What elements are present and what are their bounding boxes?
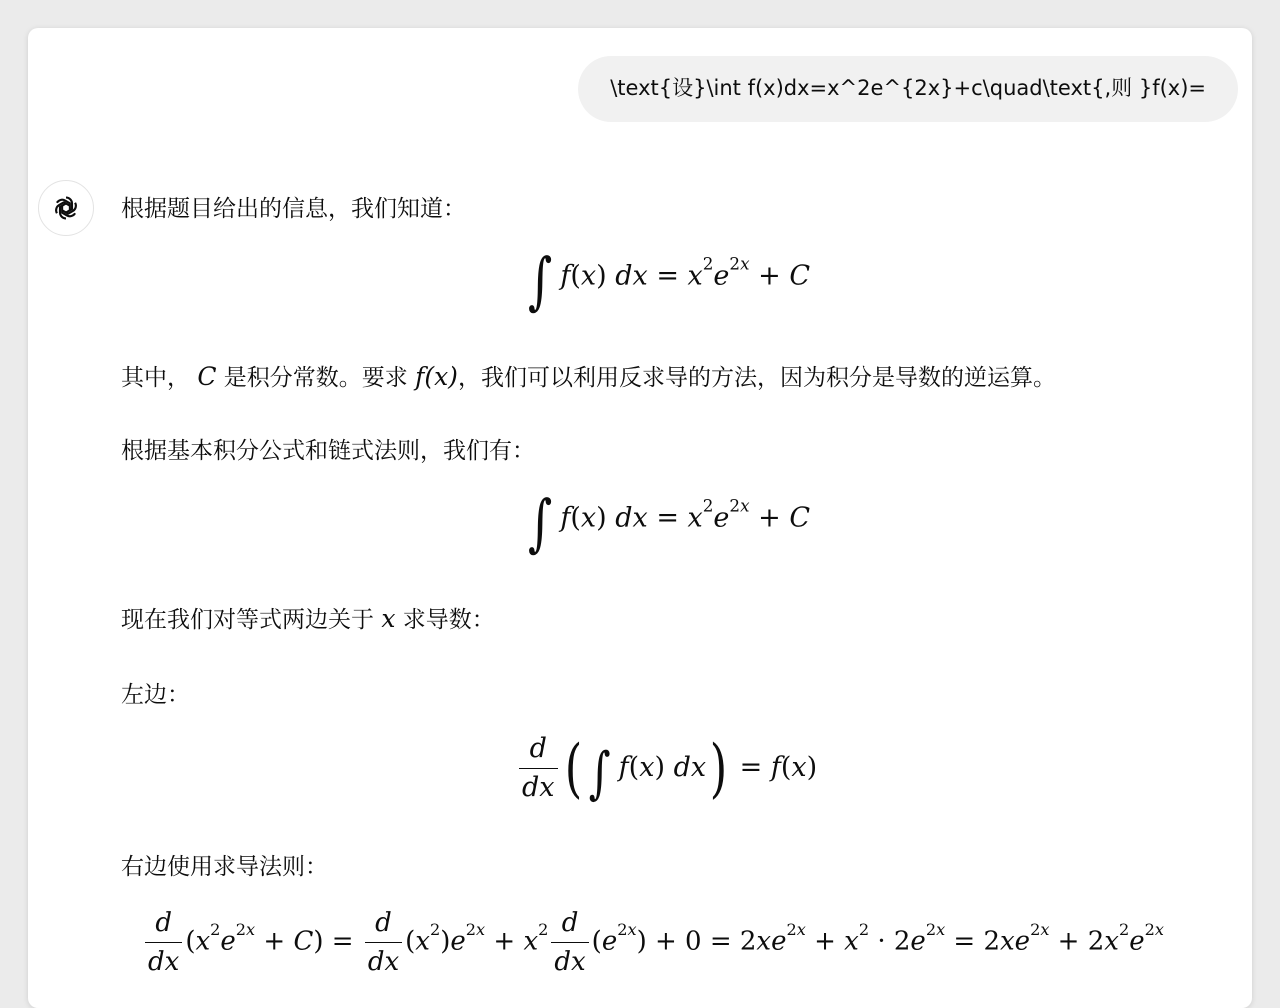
equation-integral-2: ∫ f(x) dx = $x^2e^{2x} + C$ bbox=[528, 486, 810, 559]
openai-logo-icon bbox=[51, 193, 81, 223]
user-message-text: \text{设}\int f(x)dx=x^2e^{2x}+c\quad\text{,则 }f(x)= bbox=[610, 76, 1206, 100]
chat-panel bbox=[28, 28, 1252, 1008]
equation-derivative-right: $\frac{d}{dx}$ $(x^2e^{2x} + C)$ = $\frac{d}{dx}$ $(x^2)e^{2x} + x^2$ $\frac{d}{dx}$ $(e^{2x}) + 0 = 2xe^{2x} + x^2 \cdot 2e^{2x} = 2xe^{2x} + 2x^2e^{2x}$ bbox=[142, 906, 1164, 979]
assistant-avatar bbox=[38, 180, 94, 236]
answer-paragraph-6: 右边使用求导法则： bbox=[121, 854, 328, 880]
equation-derivative-left: $\frac{d}{dx}$ ( ∫ f(x) dx) = f(x) bbox=[516, 732, 817, 806]
answer-paragraph-2: 其中， C 是积分常数。要求 f(x)，我们可以利用反求导的方法，因为积分是导数的逆运算。 bbox=[121, 362, 1056, 391]
answer-paragraph-3: 根据基本积分公式和链式法则，我们有： bbox=[121, 438, 535, 464]
answer-paragraph-5: 左边： bbox=[121, 682, 190, 708]
equation-integral-1: ∫ f(x) dx = $x^2e^{2x} + C$ bbox=[528, 244, 810, 317]
user-message-bubble bbox=[578, 56, 1238, 122]
answer-paragraph-1: 根据题目给出的信息，我们知道： bbox=[121, 196, 466, 222]
answer-paragraph-4: 现在我们对等式两边关于 x 求导数： bbox=[121, 604, 495, 633]
